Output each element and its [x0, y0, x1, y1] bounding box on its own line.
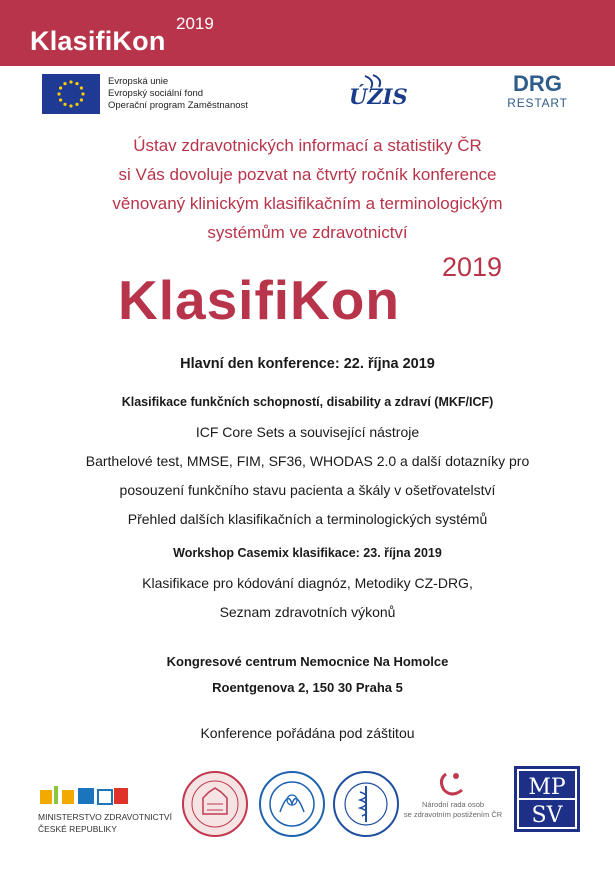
icf-item: Barthelové test, MMSE, FIM, SF36, WHODAS 2.0 a další dotazníky pro [85, 453, 530, 469]
invitation-line: Ústav zdravotnických informací a statistiky ČR [133, 136, 482, 155]
invitation-text [40, 131, 575, 247]
charles-university-seal [181, 770, 249, 838]
eu-line: Evropský sociální fond [108, 88, 204, 99]
eu-line: Evropská unie [108, 76, 169, 87]
svg-text:SV: SV [531, 803, 563, 828]
drg-subtitle: RESTART [507, 96, 568, 110]
mpsv-mark-icon [514, 766, 580, 832]
invitation-line: systémům ve zdravotnictví [207, 223, 408, 242]
ctu-prague-seal [258, 770, 326, 838]
ministry-name-line: ČESKÉ REPUBLIKY [38, 824, 117, 834]
nrzp-caption [398, 800, 508, 820]
patronage-text: Konference pořádána pod záštitou [200, 725, 415, 741]
nrzp-line: Národní rada osob [421, 800, 485, 809]
invitation-line: věnovaný klinickým klasifikačním a terminologickým [112, 194, 503, 213]
conference-year: 2019 [442, 252, 503, 282]
workshop-heading: Workshop Casemix klasifikace: 23. října 2019 [173, 546, 442, 560]
eu-flag-icon [42, 74, 100, 114]
header-bar [0, 0, 615, 66]
invitation-line: si Vás dovoluje pozvat na čtvrtý ročník konference [118, 165, 497, 184]
venue-name: Kongresové centrum Nemocnice Na Homolce [166, 654, 449, 669]
icf-item: Přehled dalších klasifikačních a terminologických systémů [127, 511, 488, 527]
ministry-mark-icon [40, 784, 130, 806]
ministry-of-health-logo [38, 780, 173, 840]
nrzp-line: se zdravotním postižením ČR [403, 810, 503, 819]
drg-wordmark: DRG [513, 71, 562, 96]
czech-medical-association-seal [332, 770, 400, 838]
mpsv-logo [514, 766, 580, 832]
header-title: KlasifiKon [30, 26, 166, 56]
icf-heading: Klasifikace funkčních schopností, disability a zdraví (MKF/ICF) [121, 395, 494, 409]
icf-item: posouzení funkčního stavu pacienta a škály v ošetřovatelství [119, 482, 496, 498]
conference-title: KlasifiKon [118, 269, 400, 331]
uzis-wordmark: ÚZIS [349, 84, 408, 109]
workshop-item: Seznam zdravotních výkonů [219, 604, 396, 620]
uzis-logo [345, 74, 408, 112]
icf-item: ICF Core Sets a související nástroje [195, 424, 420, 440]
workshop-item: Klasifikace pro kódování diagnóz, Metodiky CZ-DRG, [142, 575, 473, 591]
svg-text:MP: MP [528, 775, 566, 800]
national-disability-council-logo [398, 770, 508, 835]
ministry-name-line: MINISTERSTVO ZDRAVOTNICTVÍ [38, 812, 172, 822]
header-year: 2019 [176, 14, 214, 33]
venue-address: Roentgenova 2, 150 30 Praha 5 [212, 680, 403, 695]
main-day-heading: Hlavní den konference: 22. října 2019 [180, 356, 435, 372]
eu-line: Operační program Zaměstnanost [108, 100, 248, 111]
nrzp-mark-icon [398, 770, 508, 800]
drg-restart-logo [505, 72, 570, 112]
eu-funding-text [108, 76, 248, 112]
